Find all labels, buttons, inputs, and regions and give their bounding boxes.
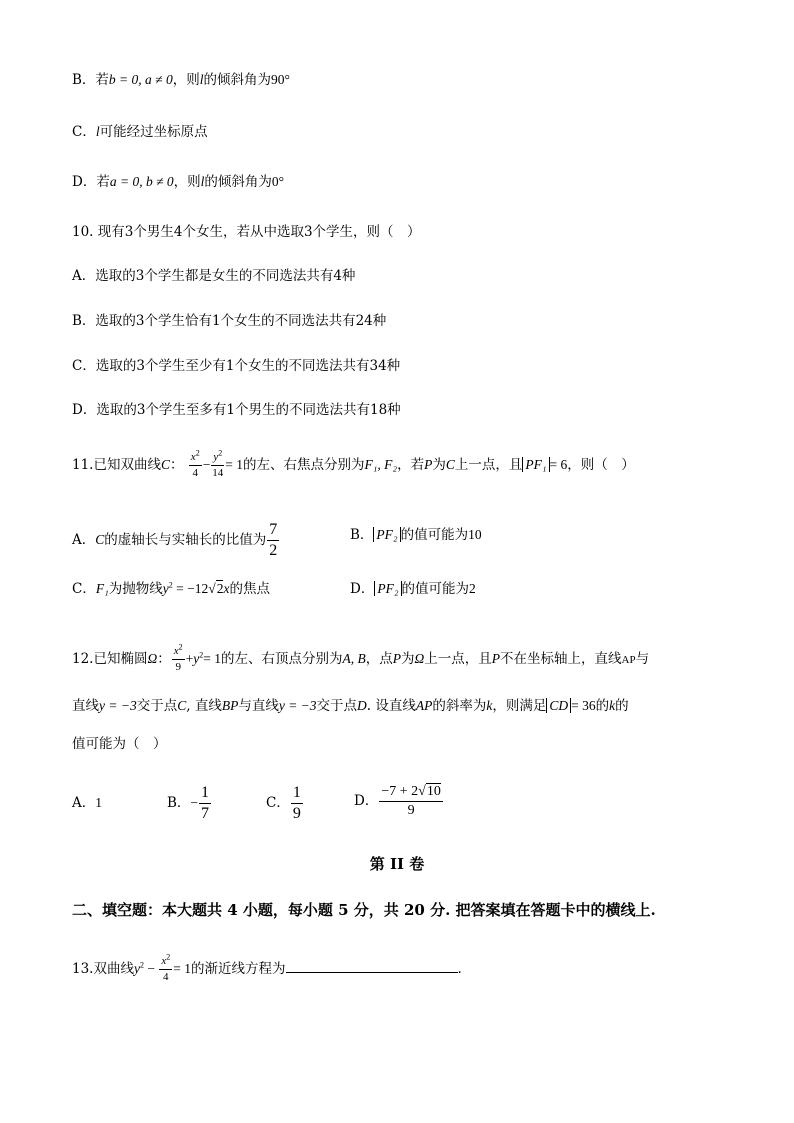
math-op: −	[143, 961, 159, 976]
option-label: C．	[266, 795, 290, 811]
q12-stem-line3: 值可能为（ ）	[72, 736, 167, 752]
q12-option-d	[354, 785, 444, 818]
math-abs: PF₂	[374, 581, 401, 596]
option-label: B．	[167, 795, 191, 811]
text: 13.双曲线	[72, 961, 134, 977]
text: ，点	[365, 651, 393, 667]
text: 的倾斜角为	[203, 72, 271, 88]
math-var: P	[491, 651, 501, 666]
q12-stem-line1: 12.已知椭圆Ω： $\frac{x^2}{9}$ $+y^2= 1$的左、右顶点分别为A, B，点P为Ω上一点，且P不在坐标轴上，直线AP与	[72, 642, 650, 673]
math-var: BP	[221, 698, 239, 713]
denominator: 9	[175, 661, 181, 673]
text: .	[457, 961, 462, 977]
q9-option-b	[72, 70, 290, 90]
math-var: P	[424, 457, 433, 472]
text: 的渐近线方程为	[191, 961, 286, 977]
q12-stem-line2	[72, 696, 629, 716]
text: 的左、右焦点分别为	[242, 457, 365, 473]
math-var: y	[193, 651, 200, 666]
math-angle: 90°	[270, 72, 290, 87]
q11-option-a	[72, 522, 280, 559]
text: , 直线	[186, 698, 222, 714]
math-eq: = 36	[571, 698, 596, 713]
text: 11.已知双曲线	[72, 457, 161, 473]
text: 上一点，且	[454, 457, 523, 473]
math-var: x	[223, 581, 230, 596]
q11-option-b	[350, 525, 482, 545]
math-var: y	[133, 961, 140, 976]
text: 为抛物线	[108, 581, 163, 597]
text: 的斜率为	[432, 698, 487, 714]
text: 直线	[72, 698, 99, 714]
text: 的值可能为	[401, 581, 470, 597]
math-op: −	[190, 795, 199, 810]
math-var: Ω	[414, 651, 425, 666]
text: ：	[170, 457, 184, 473]
math-var: x	[173, 645, 179, 657]
math-var: Ω	[147, 651, 158, 666]
text: 为	[401, 651, 415, 667]
math-condition: b = 0, a ≠ 0	[108, 72, 173, 87]
option-label: C．	[72, 124, 96, 140]
text: 的	[595, 698, 610, 714]
math-condition: a = 0, b ≠ 0	[109, 174, 174, 189]
math-value: 1	[95, 795, 102, 810]
q10-option-d: D．选取的3个学生至多有1个男生的不同选法共有18种	[72, 402, 401, 418]
math-var: x	[190, 451, 196, 463]
math-abs: PF₂	[373, 527, 400, 542]
fraction	[267, 522, 279, 559]
text: 交于点	[136, 698, 178, 714]
math-var: C	[177, 698, 187, 713]
math-eq: = 6	[549, 457, 568, 472]
math-eq: y = −3	[99, 698, 137, 713]
numerator: −7 + 2	[381, 784, 419, 799]
math-var: k	[486, 698, 493, 713]
q9-option-d	[72, 172, 284, 192]
text: 的值可能为	[400, 527, 469, 543]
q9-option-c	[72, 122, 208, 142]
math-abs: PF₁	[522, 457, 549, 472]
math-eq: = 1	[225, 457, 243, 472]
math-var: y	[162, 581, 169, 596]
q10-option-b: B．选取的3个学生恰有1个女生的不同选法共有24种	[72, 313, 387, 329]
q11-stem: 11.已知双曲线C： $\frac{x^2}{4}$ − $\frac{y^2}{14}$ = 1的左、右焦点分别为F₁, F₂，若P为C上一点，且 PF₁ = 6，则（ ）	[72, 448, 635, 479]
text: 不在坐标轴上，直线	[500, 651, 622, 667]
math-var: l	[200, 174, 205, 189]
math-eq: = 1	[203, 651, 222, 666]
text: ，则	[173, 174, 201, 190]
q11-option-d	[350, 579, 476, 599]
option-label: B．若	[72, 72, 109, 88]
text: ，则（ ）	[567, 457, 635, 473]
q13-stem: 13.双曲线$y^2$ − $\frac{x^2}{4}$ = 1的渐近线方程为 .	[72, 952, 462, 983]
text: 为	[432, 457, 446, 473]
numerator: 1	[201, 784, 210, 801]
answer-blank[interactable]	[286, 958, 458, 973]
q12-option-b	[167, 785, 212, 822]
fraction	[291, 785, 303, 822]
denominator: 14	[212, 467, 224, 479]
denominator: 4	[192, 467, 198, 479]
fraction: $\frac{x^2}{4}$	[190, 448, 200, 479]
option-label: D．	[354, 793, 379, 809]
part-title: 第 II 卷	[369, 855, 425, 873]
denominator: 4	[163, 971, 169, 983]
q10-option-a: A．选取的3个学生都是女生的不同选法共有4种	[72, 268, 356, 284]
text: ，则	[172, 72, 200, 88]
q12-option-c	[266, 785, 304, 822]
numerator: 1	[292, 784, 301, 801]
math-eq: y = −3	[278, 698, 317, 713]
math-sqrt: 10	[426, 784, 441, 799]
fraction: $\frac{-7 + 2√10}{9}$	[381, 784, 441, 818]
math-var: AP	[415, 698, 433, 713]
q11-option-c: C．F₁为抛物线$y^2 = -12√2x$的焦点	[72, 580, 270, 597]
math-angle: 0°	[271, 174, 285, 189]
q10-option-c: C．选取的3个学生至少有1个女生的不同选法共有34种	[72, 358, 401, 374]
math-eq: = 1	[173, 961, 191, 976]
text: 与	[635, 651, 650, 667]
math-sqrt: 2	[216, 581, 224, 596]
fraction: $\frac{x^2}{9}$	[173, 642, 183, 673]
text: 的倾斜角为	[204, 174, 272, 190]
fraction: $\frac{x^2}{4}$	[161, 952, 171, 983]
text: 交于点	[316, 698, 358, 714]
math-var: C	[95, 532, 105, 547]
denominator: 9	[407, 803, 415, 818]
fraction	[199, 785, 211, 822]
math-var: A, B	[342, 651, 366, 666]
math-op: +	[185, 651, 194, 666]
text: 可能经过坐标原点	[99, 124, 208, 140]
math-var: AP	[621, 654, 636, 666]
math-var: C	[445, 457, 455, 472]
text: . 设直线	[366, 698, 416, 714]
denominator: 7	[201, 805, 210, 822]
math-var: k	[609, 698, 616, 713]
math-var: F₁	[95, 581, 109, 596]
text: 与直线	[238, 698, 279, 714]
option-label: A．	[72, 795, 96, 811]
text: 的	[615, 698, 629, 714]
text: 上一点，且	[424, 651, 492, 667]
option-label: A．	[72, 532, 96, 548]
option-label: C．	[72, 581, 96, 597]
text: ：	[157, 651, 171, 667]
math-value: 2	[469, 581, 476, 596]
fraction: $\frac{y^2}{14}$	[212, 448, 224, 479]
numerator: 7	[269, 521, 278, 538]
math-var: y	[213, 451, 219, 463]
text: 的左、右顶点分别为	[221, 651, 343, 667]
option-label: B．	[350, 527, 374, 543]
math-eq: = −12	[172, 581, 209, 596]
denominator: 9	[292, 805, 301, 822]
math-var: P	[392, 651, 402, 666]
math-var: C	[160, 457, 170, 472]
math-var: l	[199, 72, 204, 87]
option-label: D．若	[72, 174, 110, 190]
math-var: F₁, F₂	[364, 457, 398, 472]
text: 的虚轴长与实轴长的比值为	[104, 532, 267, 548]
math-abs: CD	[546, 698, 571, 713]
q10-stem: 10. 现有3个男生4个女生，若从中选取3个学生，则（ ）	[72, 224, 421, 240]
denominator: 2	[269, 542, 278, 559]
math-var: D	[357, 698, 367, 713]
math-var: l	[95, 124, 100, 139]
text: ，则满足	[492, 698, 547, 714]
section-heading: 二、填空题：本大题共 4 小题，每小题 5 分，共 20 分. 把答案填在答题卡中的横线上.	[72, 901, 656, 919]
q12-option-a	[72, 793, 102, 813]
text: 的焦点	[229, 581, 270, 597]
math-value: 10	[468, 527, 482, 542]
text: 12.已知椭圆	[72, 651, 148, 667]
option-label: D．	[350, 581, 375, 597]
text: ，若	[397, 457, 425, 473]
math-var: x	[161, 955, 167, 967]
